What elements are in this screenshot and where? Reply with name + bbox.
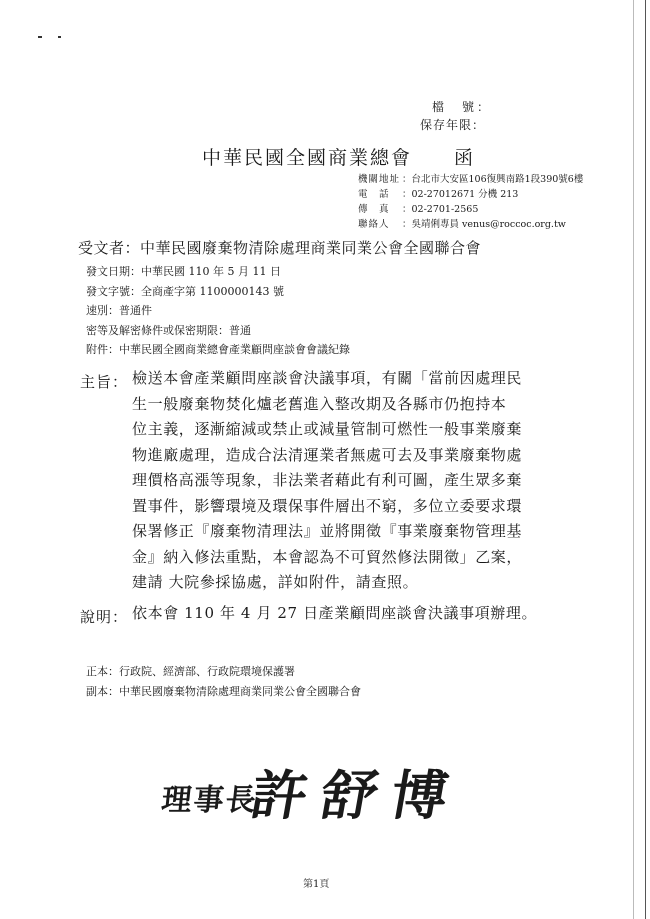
explanation-text: 依本會 110 年 4 月 27 日產業顧問座談會決議事項辦理。 — [132, 604, 538, 622]
secrecy-level: 密等及解密條件或保密期限：普通 — [86, 323, 251, 337]
delivery-speed: 速別：普通件 — [86, 304, 152, 317]
copy-recipients: 副本：中華民國廢棄物清除處理商業同業公會全國聯合會 — [86, 685, 361, 698]
scan-edge-line — [645, 0, 646, 919]
subject-body — [132, 366, 522, 596]
document-title: 中華民國全國商業總會 函 — [202, 147, 476, 169]
subject-label: 主旨： — [80, 373, 129, 391]
distribution — [86, 662, 361, 702]
phone-value: ：02-27012671 分機 213 — [402, 189, 519, 200]
scan-speck — [38, 36, 42, 38]
subject-line: 位主義，逐漸縮減或禁止或減量管制可燃性一般事業廢棄 — [132, 420, 523, 438]
issue-date: 發文日期：中華民國 110 年 5 月 11 日 — [86, 265, 281, 278]
address-row — [358, 172, 583, 187]
scan-speck — [58, 36, 61, 38]
signature-title: 理事長 — [159, 783, 260, 818]
document-number: 發文字號：全商產字第 1100000143 號 — [86, 284, 284, 298]
contact-person-row — [358, 217, 583, 232]
subject-line: 金』納入修法重點，本會認為不可貿然修法開徵」乙案， — [132, 547, 523, 566]
fax-row — [358, 202, 583, 217]
phone-label: 電 話 — [358, 189, 390, 200]
subject-line: 物進廠處理，造成合法清運業者無處可去及事業廢棄物處 — [132, 445, 523, 464]
subject-line: 理價格高漲等現象，非法業者藉此有利可圖，產生眾多棄 — [132, 471, 523, 489]
recipient: 受文者：中華民國廢棄物清除處理商業同業公會全國聯合會 — [78, 239, 482, 257]
file-number-label: 檔 號： — [432, 100, 493, 114]
fax-value: ：02-2701-2565 — [402, 204, 479, 215]
main-recipients: 正本：行政院、經濟部、行政院環境保護署 — [86, 665, 295, 678]
subject-line: 保署修正『廢棄物清理法』並將開徵『事業廢棄物管理基 — [132, 522, 523, 540]
contact-person-value: ：吳靖俐專員 venus@roccoc.org.tw — [402, 219, 566, 230]
document-meta — [86, 262, 350, 360]
subject-line: 置事件，影響環境及環保事件層出不窮，多位立委要求環 — [132, 496, 523, 515]
subject-line: 檢送本會產業顧問座談會決議事項，有關「當前因處理民 — [132, 369, 523, 387]
address-label: 機關地址 — [358, 174, 401, 185]
page-number: 第1頁 — [303, 879, 330, 890]
subject-line: 生一般廢棄物焚化爐老舊進入整改期及各縣市仍抱持本 — [132, 394, 507, 413]
subject-line: 建請 大院參採協處，詳如附件，請查照。 — [132, 573, 419, 591]
contact-block — [358, 172, 583, 232]
phone-row — [358, 187, 583, 202]
address-value: ：台北市大安區106復興南路1段390號6樓 — [402, 174, 584, 185]
signature-name: 許舒博 — [245, 764, 467, 828]
retention-label: 保存年限： — [420, 118, 486, 132]
file-info — [420, 98, 492, 134]
explanation-label: 說明： — [80, 608, 129, 626]
attachment: 附件：中華民國全國商業總會產業顧問座談會會議紀錄 — [86, 343, 350, 356]
fax-label: 傳 真 — [358, 204, 390, 215]
contact-person-label: 聯絡人 — [358, 219, 390, 230]
scan-edge-line — [633, 0, 634, 919]
